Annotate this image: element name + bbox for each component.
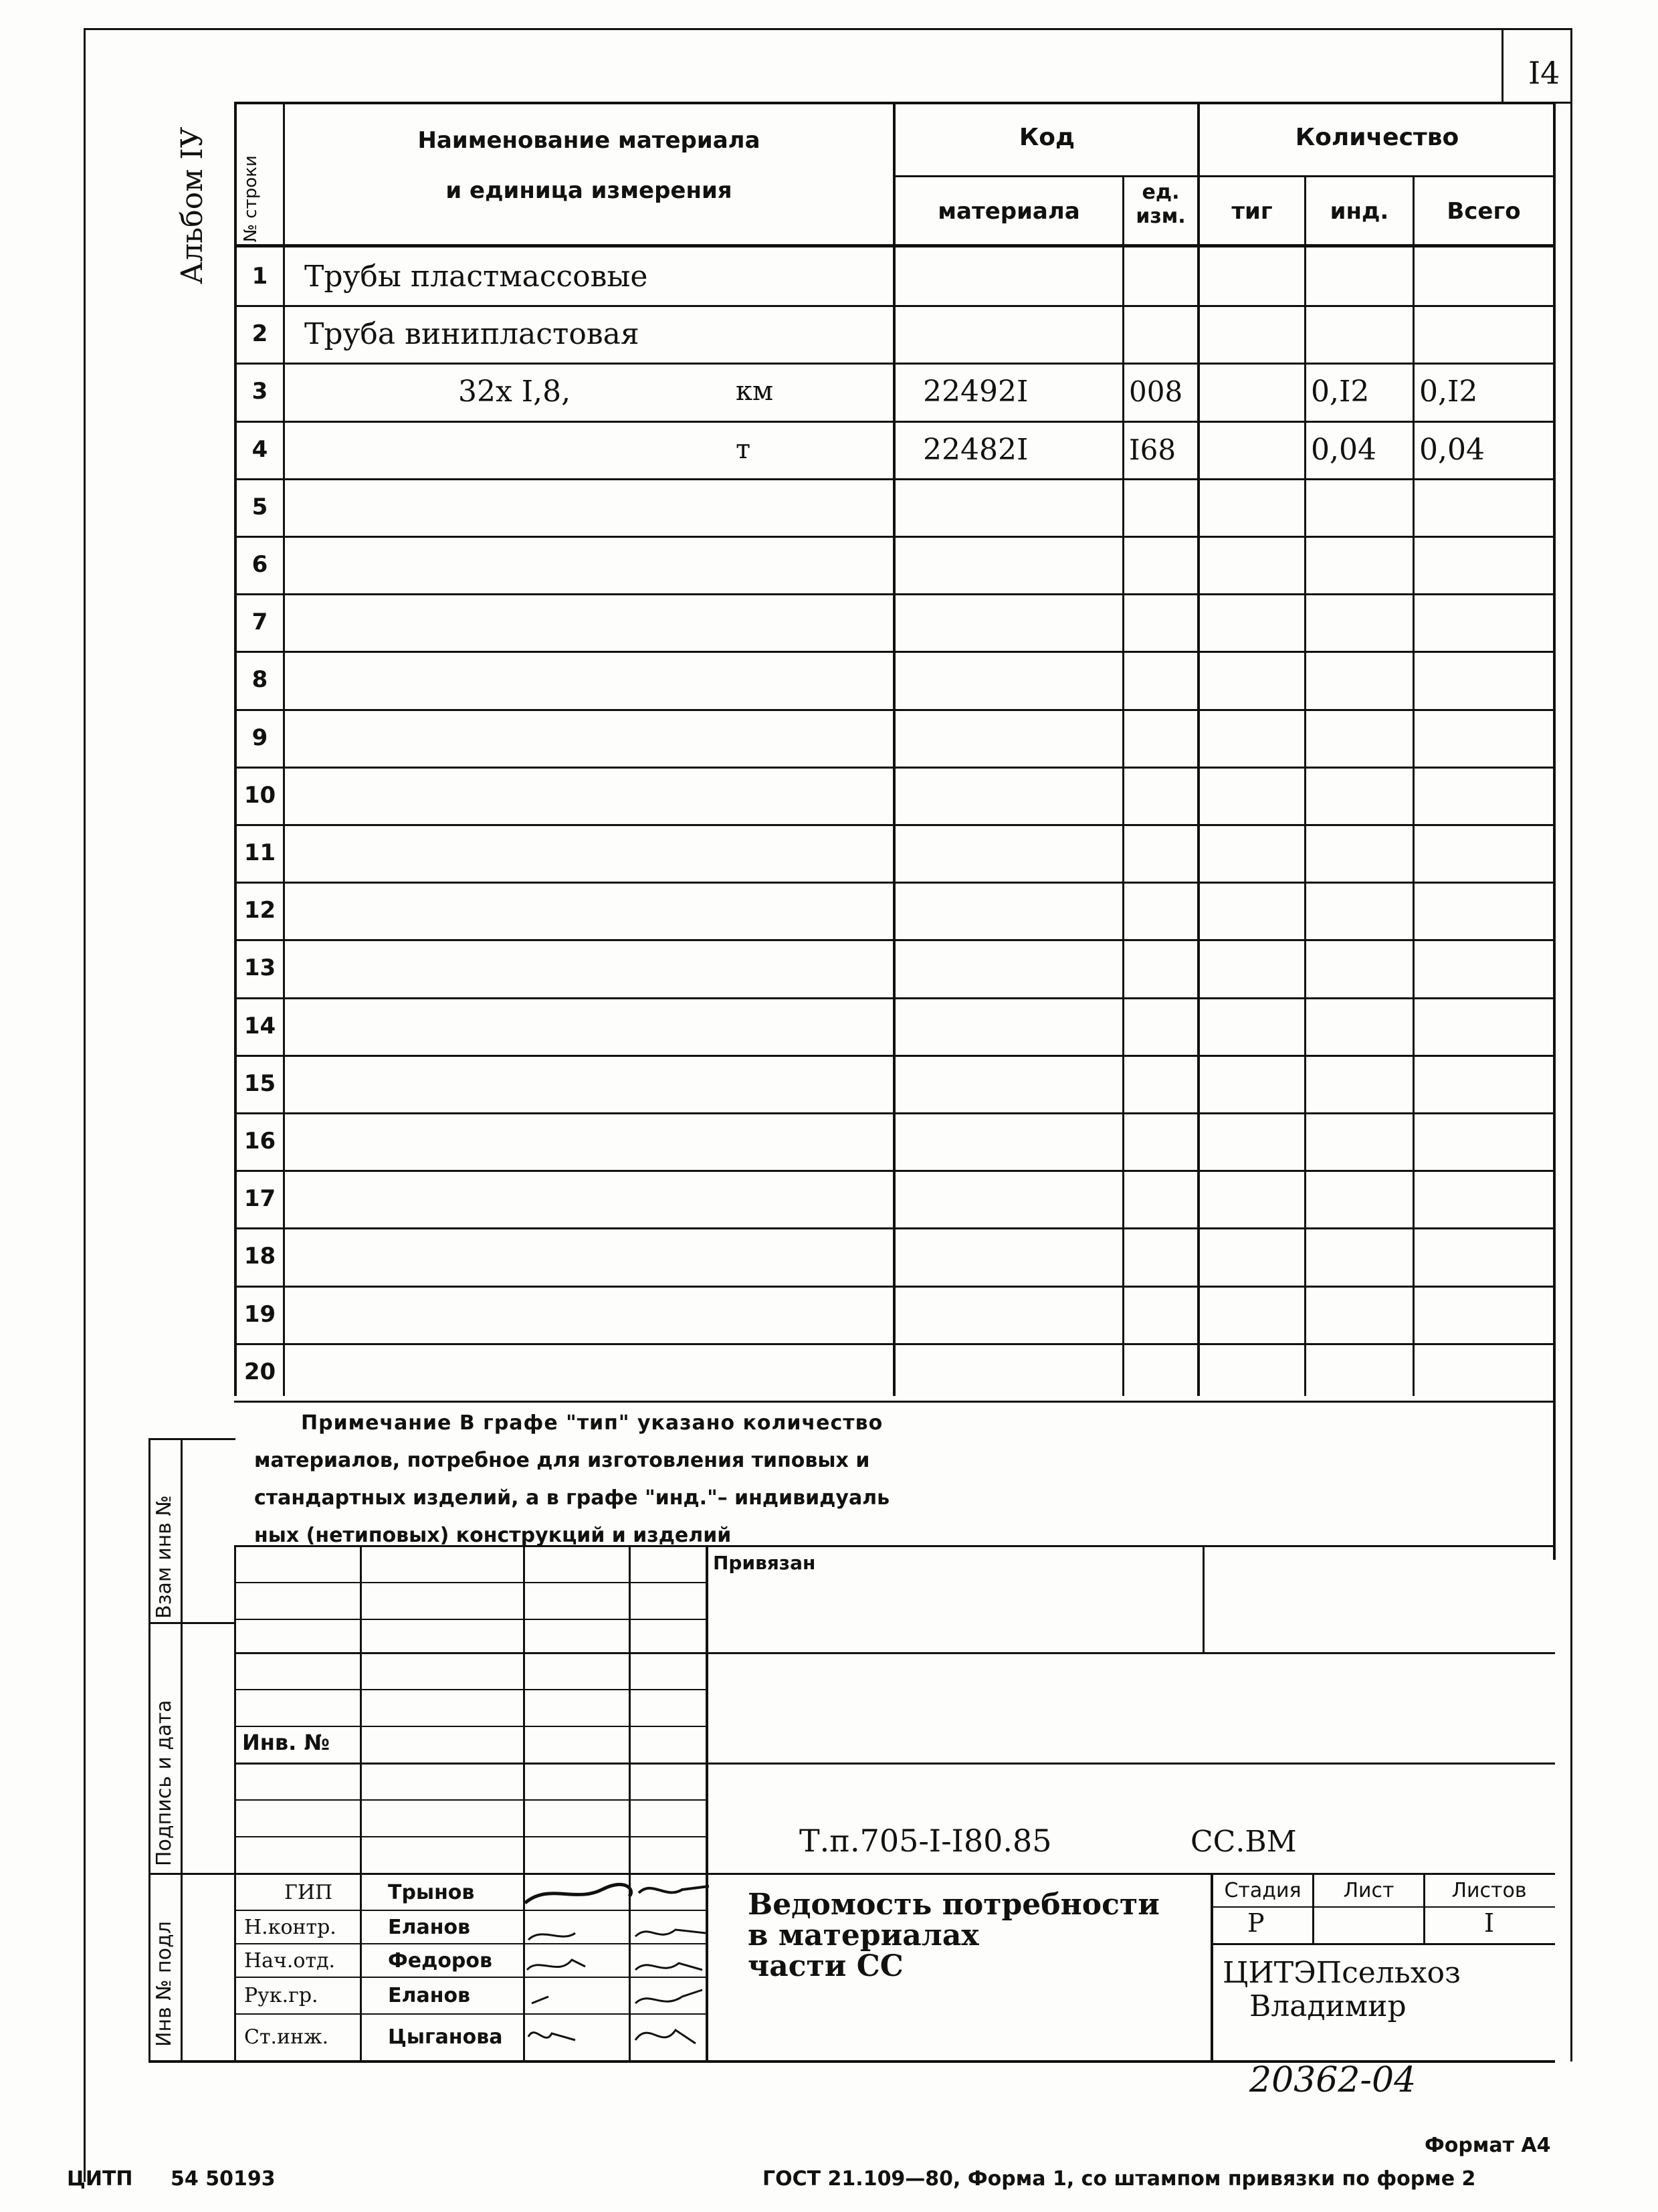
stamp-vline-a <box>360 1547 362 2062</box>
row-number: 14 <box>243 1013 276 1039</box>
table-vline-6 <box>1413 175 1415 1396</box>
stamp-right-hline-2 <box>1211 1943 1555 1945</box>
row-code: 22482I <box>923 432 1029 467</box>
note-line-2: материалов, потребное для изготовления типовых и <box>254 1449 870 1472</box>
row-code <box>923 709 1122 767</box>
row-number: 4 <box>251 436 268 463</box>
stamp-title <box>748 1890 1160 1982</box>
stamp-role: Н.контр. <box>244 1915 336 1939</box>
row-typ <box>1200 997 1304 1055</box>
row-ind <box>1311 536 1413 593</box>
row-total <box>1419 709 1553 767</box>
stamp-person-name: Еланов <box>388 1915 471 1939</box>
row-ind <box>1311 882 1413 939</box>
row-code <box>923 1343 1122 1401</box>
row-number: 10 <box>243 782 276 809</box>
row-ind <box>1311 1112 1413 1170</box>
row-typ <box>1200 593 1304 651</box>
row-number: 6 <box>251 551 268 578</box>
privyazan-label: Привязан <box>713 1552 816 1574</box>
row-name: Труба винипластовая <box>304 316 639 351</box>
note-line-4: ных (нетиповых) конструкций и изделий <box>254 1524 732 1547</box>
stamp-hline-7 <box>234 1799 708 1801</box>
row-ind <box>1311 651 1413 708</box>
row-unit-text <box>736 824 803 882</box>
row-name <box>304 709 772 767</box>
row-code <box>923 767 1122 824</box>
row-number: 18 <box>243 1243 276 1270</box>
inv-no-label: Инв. № <box>242 1730 330 1755</box>
row-number: 12 <box>243 897 276 924</box>
row-typ <box>1200 247 1304 305</box>
frame-left <box>84 28 86 2182</box>
strip-right <box>181 1438 183 2060</box>
row-name <box>304 1112 772 1170</box>
format-label: Формат А4 <box>1425 2134 1551 2157</box>
row-unit-text <box>736 1170 803 1227</box>
row-typ <box>1200 824 1304 882</box>
row-number: 3 <box>251 378 268 405</box>
row-ind <box>1311 1227 1413 1285</box>
row-unit-code <box>1129 1227 1197 1285</box>
row-typ <box>1200 1343 1304 1401</box>
row-number: 8 <box>251 666 268 693</box>
row-total <box>1419 478 1553 536</box>
header-total: Всего <box>1447 197 1521 225</box>
row-unit-text <box>736 1343 803 1401</box>
row-name <box>304 536 772 593</box>
row-total <box>1419 939 1553 997</box>
row-ind: 0,04 <box>1311 432 1376 467</box>
header-name-line1: Наименование материала <box>417 127 760 154</box>
stamp-hline-2 <box>234 1619 708 1620</box>
row-typ <box>1200 767 1304 824</box>
strip-top <box>148 1438 235 1440</box>
row-code <box>923 651 1122 708</box>
row-name <box>304 421 772 478</box>
sheets-value: I <box>1483 1908 1494 1938</box>
row-code <box>923 1227 1122 1285</box>
row-unit-text <box>736 767 803 824</box>
row-unit-text <box>736 651 803 708</box>
stamp-title-line3: части СС <box>748 1949 904 1983</box>
table-vline-1 <box>283 102 285 1396</box>
row-code <box>923 478 1122 536</box>
handwritten-number: 20362-04 <box>1249 2060 1417 2100</box>
row-unit-text <box>736 882 803 939</box>
row-typ <box>1200 1170 1304 1227</box>
row-total <box>1419 882 1553 939</box>
row-number: 15 <box>243 1070 276 1097</box>
header-material: материала <box>938 197 1080 225</box>
note-line-1: Примечание В графе "тип" указано количество <box>301 1411 884 1435</box>
row-typ <box>1200 651 1304 708</box>
row-total <box>1419 1170 1553 1227</box>
row-code <box>923 1286 1122 1343</box>
header-ind: инд. <box>1330 197 1389 225</box>
stamp-title-line2: в материалах <box>748 1918 979 1952</box>
footer-right: ГОСТ 21.109—80, Форма 1, со штампом привязки по форме 2 <box>762 2167 1476 2191</box>
podpis-label: Подпись и дата <box>152 1700 176 1866</box>
header-unit-line2: изм. <box>1136 205 1186 228</box>
row-typ <box>1200 1286 1304 1343</box>
row-code <box>923 1170 1122 1227</box>
row-unit-text <box>736 305 803 363</box>
row-total <box>1419 1227 1553 1285</box>
stamp-role: Рук.гр. <box>244 1984 318 2007</box>
row-total <box>1419 247 1553 305</box>
row-total <box>1419 1055 1553 1112</box>
row-code <box>923 305 1122 363</box>
row-typ <box>1200 709 1304 767</box>
row-code <box>923 997 1122 1055</box>
vzam-label: Взам инв № <box>152 1495 176 1619</box>
row-total: 0,I2 <box>1419 374 1478 409</box>
frame-sheetno-left <box>1501 28 1504 102</box>
row-unit-code <box>1129 536 1197 593</box>
table-vline-2 <box>893 102 896 1396</box>
row-unit-text <box>736 247 803 305</box>
row-code <box>923 824 1122 882</box>
row-unit-code <box>1129 1286 1197 1343</box>
row-typ <box>1200 1112 1304 1170</box>
stamp-person-name: Федоров <box>388 1948 493 1973</box>
row-unit-text <box>736 997 803 1055</box>
row-name <box>304 1227 772 1285</box>
row-code <box>923 247 1122 305</box>
row-total <box>1419 536 1553 593</box>
table-vline-7 <box>1553 102 1556 1560</box>
row-name <box>304 1343 772 1401</box>
row-code: 22492I <box>923 374 1029 409</box>
row-name <box>304 767 772 824</box>
row-unit-code <box>1129 1170 1197 1227</box>
row-name <box>304 651 772 708</box>
row-name <box>304 1286 772 1343</box>
header-code: Код <box>1019 123 1075 151</box>
row-name: 32x I,8, <box>458 374 571 409</box>
row-name <box>304 593 772 651</box>
row-code <box>923 882 1122 939</box>
row-unit-code <box>1129 593 1197 651</box>
row-number: 5 <box>251 494 268 520</box>
row-typ <box>1200 1227 1304 1285</box>
header-unit-line1: ед. <box>1142 181 1180 204</box>
row-total <box>1419 1112 1553 1170</box>
row-unit-code <box>1129 882 1197 939</box>
strip-div-2 <box>148 1873 235 1875</box>
row-ind: 0,I2 <box>1311 374 1370 409</box>
row-ind <box>1311 824 1413 882</box>
row-number: 20 <box>243 1359 276 1385</box>
row-number: 9 <box>251 724 268 751</box>
stamp-role: Нач.отд. <box>244 1948 336 1973</box>
table-row-line <box>234 1401 1555 1403</box>
header-quantity: Количество <box>1295 123 1459 151</box>
row-name <box>304 882 772 939</box>
stage-value: Р <box>1247 1908 1265 1938</box>
row-number-header: № строки <box>241 155 261 242</box>
row-unit-code <box>1129 824 1197 882</box>
row-code <box>923 593 1122 651</box>
header-unit <box>1124 175 1197 229</box>
row-number: 13 <box>243 954 276 981</box>
row-ind <box>1311 247 1413 305</box>
row-unit-code <box>1129 767 1197 824</box>
row-ind <box>1311 593 1413 651</box>
row-unit-code <box>1129 651 1197 708</box>
stamp-hline-8 <box>234 1836 708 1837</box>
row-unit-code: 008 <box>1129 375 1183 408</box>
org-block <box>1223 1956 1461 2023</box>
row-unit-text <box>736 1227 803 1285</box>
sheets-label: Листов <box>1451 1879 1527 1902</box>
row-unit-code: I68 <box>1129 433 1176 466</box>
row-typ <box>1200 421 1304 478</box>
stamp-hline-3 <box>234 1652 1555 1654</box>
doc-code: Т.п.705-I-I80.85 <box>799 1823 1052 1859</box>
row-unit-text <box>736 1286 803 1343</box>
row-typ <box>1200 363 1304 420</box>
row-unit-text <box>736 939 803 997</box>
stamp-hline-6 <box>234 1763 1555 1765</box>
header-name-line2: и единица измерения <box>445 177 732 204</box>
row-code <box>923 536 1122 593</box>
stamp-left <box>234 1547 236 2062</box>
sheet-value <box>1314 1906 1423 1940</box>
inv-podl-label: Инв № подл <box>152 1921 176 2047</box>
row-unit-code <box>1129 1112 1197 1170</box>
row-number: 1 <box>251 263 268 290</box>
row-total <box>1419 1343 1553 1401</box>
row-total <box>1419 767 1553 824</box>
row-ind <box>1311 939 1413 997</box>
row-ind <box>1311 1343 1413 1401</box>
row-number: 17 <box>243 1185 276 1212</box>
frame-right <box>1570 28 1572 2062</box>
row-unit-text: т <box>736 434 751 465</box>
row-ind <box>1311 767 1413 824</box>
row-name: Трубы пластмассовые <box>304 259 648 294</box>
row-total <box>1419 305 1553 363</box>
table-subheader-line <box>893 175 1555 177</box>
row-unit-code <box>1129 247 1197 305</box>
row-name <box>304 824 772 882</box>
table-vline-5 <box>1304 175 1306 1396</box>
row-ind <box>1311 305 1413 363</box>
row-ind <box>1311 997 1413 1055</box>
row-ind <box>1311 478 1413 536</box>
row-total <box>1419 651 1553 708</box>
row-unit-text <box>736 1112 803 1170</box>
note-block <box>254 1405 890 1554</box>
row-name <box>304 997 772 1055</box>
row-unit-text <box>736 536 803 593</box>
row-unit-code <box>1129 939 1197 997</box>
album-label: Альбом IУ <box>175 126 209 284</box>
sheet-number: I4 <box>1528 55 1560 91</box>
stamp-vline-priv <box>1203 1547 1205 1652</box>
strip-div-1 <box>148 1622 235 1624</box>
row-unit-code <box>1129 997 1197 1055</box>
frame-top <box>84 28 1572 30</box>
signatures <box>522 1876 716 2064</box>
row-number: 16 <box>243 1128 276 1154</box>
stamp-person-name: Цыганова <box>388 2025 503 2049</box>
row-total <box>1419 593 1553 651</box>
row-unit-code <box>1129 1055 1197 1112</box>
footer-left-2: 54 50193 <box>171 2167 276 2191</box>
row-unit-code <box>1129 709 1197 767</box>
row-typ <box>1200 536 1304 593</box>
row-number: 2 <box>251 320 268 347</box>
note-line-3: стандартных изделий, а в графе "инд."– индивидуаль <box>254 1486 890 1510</box>
row-code <box>923 939 1122 997</box>
row-typ <box>1200 305 1304 363</box>
row-name <box>304 1055 772 1112</box>
stamp-role: ГИП <box>284 1880 333 1904</box>
sheet-label: Лист <box>1343 1879 1394 1902</box>
strip-left <box>148 1438 150 2060</box>
row-unit-text <box>736 593 803 651</box>
row-unit-code <box>1129 305 1197 363</box>
row-unit-text <box>736 478 803 536</box>
row-unit-text <box>736 1055 803 1112</box>
stamp-title-line1: Ведомость потребности <box>748 1888 1160 1922</box>
row-number: 11 <box>243 839 276 866</box>
row-number: 7 <box>251 609 268 635</box>
row-typ <box>1200 1055 1304 1112</box>
table-top-line <box>234 102 1555 104</box>
row-unit-text: км <box>736 376 774 407</box>
row-unit-code <box>1129 1343 1197 1401</box>
header-typ: тиг <box>1231 197 1273 225</box>
row-typ <box>1200 478 1304 536</box>
row-code <box>923 1055 1122 1112</box>
org-line2: Владимир <box>1249 1989 1407 2023</box>
stamp-person-name: Трынов <box>388 1880 475 1904</box>
org-line1: ЦИТЭПсельхоз <box>1223 1956 1461 1990</box>
row-name <box>304 478 772 536</box>
stamp-hline-4 <box>234 1689 708 1690</box>
row-ind <box>1311 1055 1413 1112</box>
stage-label: Стадия <box>1224 1879 1302 1902</box>
table-vline-3 <box>1122 175 1124 1396</box>
row-total <box>1419 997 1553 1055</box>
row-total <box>1419 1286 1553 1343</box>
row-code <box>923 1112 1122 1170</box>
row-name <box>304 1170 772 1227</box>
row-unit-code <box>1129 478 1197 536</box>
stamp-role: Ст.инж. <box>244 2025 329 2049</box>
doc-suffix: СС.ВМ <box>1190 1825 1297 1859</box>
footer-left-1: ЦИТП <box>67 2167 133 2191</box>
row-unit-text <box>736 709 803 767</box>
row-typ <box>1200 939 1304 997</box>
stamp-person-name: Еланов <box>388 1984 471 2007</box>
stamp-hline-1 <box>234 1582 708 1583</box>
row-ind <box>1311 1286 1413 1343</box>
row-number: 19 <box>243 1301 276 1328</box>
row-name <box>304 939 772 997</box>
row-total <box>1419 824 1553 882</box>
row-ind <box>1311 709 1413 767</box>
stamp-hline-5 <box>234 1726 708 1727</box>
row-ind <box>1311 1170 1413 1227</box>
row-typ <box>1200 882 1304 939</box>
row-total: 0,04 <box>1419 432 1485 467</box>
